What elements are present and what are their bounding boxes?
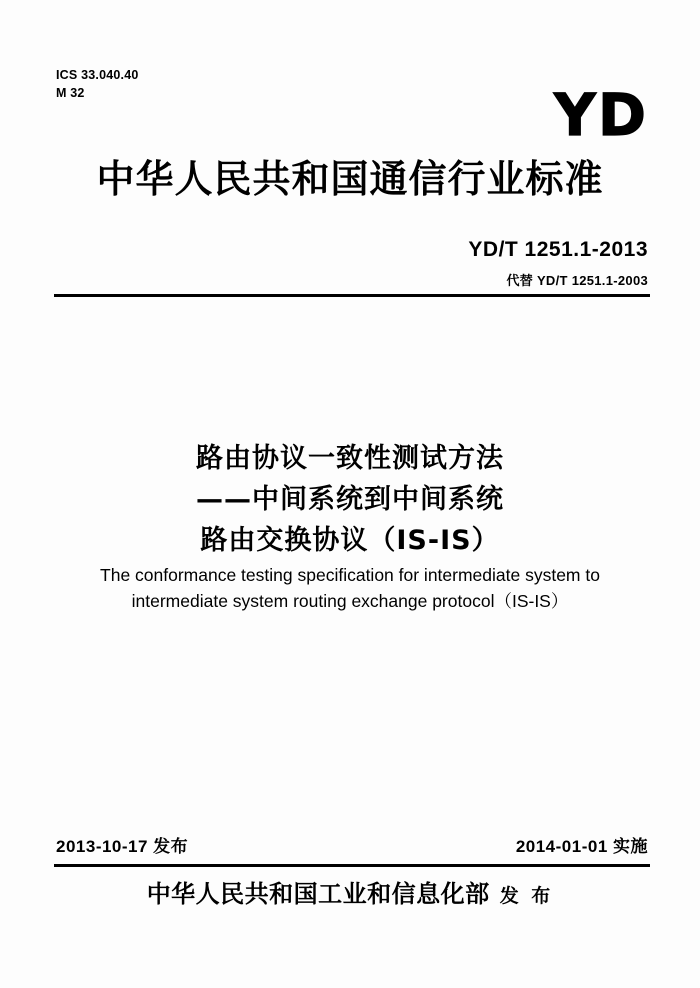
document-title-en-line-1: The conformance testing specification for intermediate system to — [100, 565, 600, 585]
bottom-divider — [54, 864, 650, 867]
issuing-authority — [0, 874, 700, 909]
document-title-en-line-2: intermediate system routing exchange protocol（IS-IS） — [131, 591, 569, 612]
top-divider — [54, 294, 650, 297]
replaced-standard: 代替 YD/T 1251.1-2003 — [506, 273, 648, 288]
ics-code: ICS 33.040.40 — [56, 68, 139, 82]
date-row — [56, 832, 648, 857]
yd-logo: YD — [553, 81, 648, 149]
classification-code: M 32 — [56, 86, 85, 101]
issue-word: 发 布 — [499, 885, 554, 907]
document-title-cn-line-2: ——中间系统到中间系统 — [196, 484, 504, 516]
effective-date: 2014-01-01 实施 — [515, 837, 648, 856]
standard-number: YD/T 1251.1-2013 — [468, 238, 648, 261]
document-title-cn-line-1: 路由协议一致性测试方法 — [196, 443, 504, 474]
document-title-chinese — [0, 438, 700, 561]
issuing-authority-name: 中华人民共和国工业和信息化部 — [146, 880, 490, 908]
classification-block — [56, 66, 139, 102]
publish-date: 2013-10-17 发布 — [56, 837, 189, 856]
document-title-cn-line-3: 路由交换协议（IS-IS） — [200, 525, 500, 557]
document-title-english — [0, 562, 700, 615]
national-standard-title: 中华人民共和国通信行业标准 — [96, 157, 604, 201]
